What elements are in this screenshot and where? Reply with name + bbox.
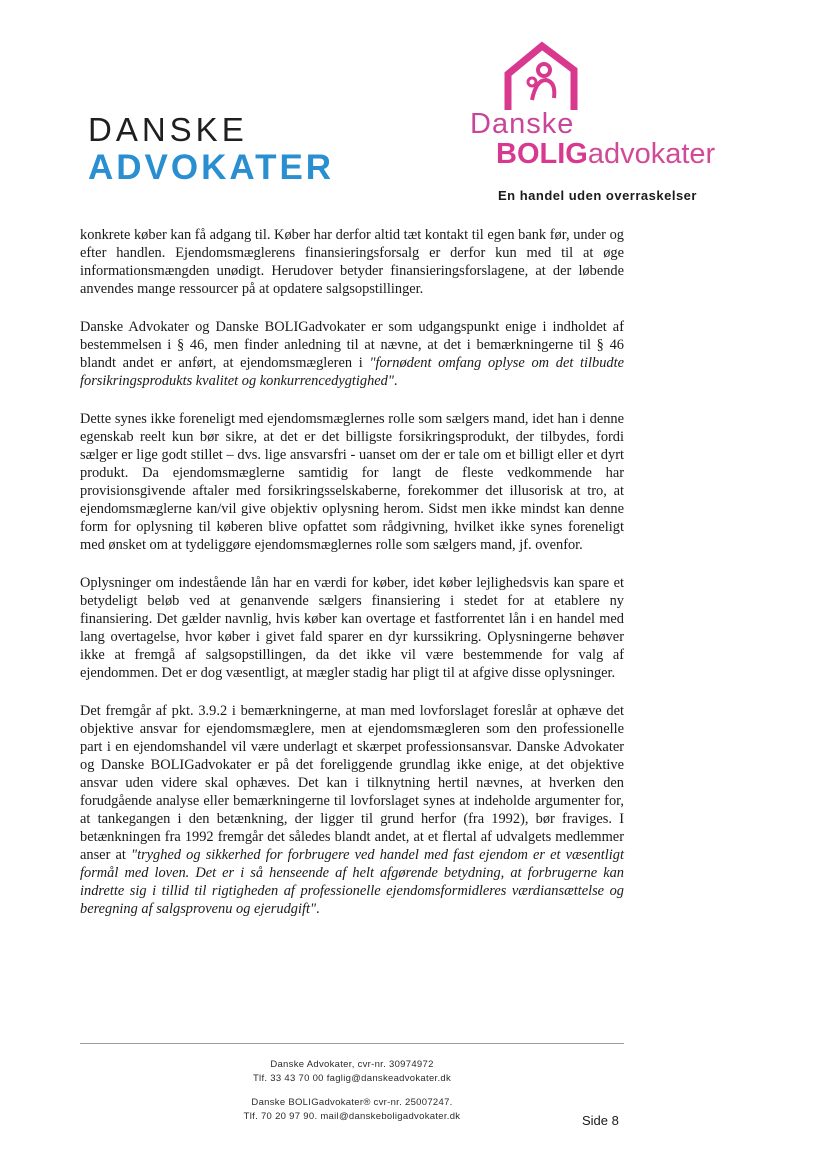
paragraph-4-text: Oplysninger om indestående lån har en værdi for køber, idet køber lejlighedsvis kan spare et betydeligt beløb ved at genanvende sælgers finansiering i stedet for at etablere ny finansiering. Det gælder navnlig, hvis køber kan overtage et fastforrentet lån i en handel med lang overtagelse, hvor køber i givet fald sparer en dyr kurssikring. Oplysningerne behøver ikke at fremgå af salgsopstillingen, da det ikke vil være bestemmende for valg af ejendommen. Det er dog væsentligt, at mægler stadig har pligt til at afgive disse oplysninger. — [80, 575, 624, 681]
paragraph-2-quote: "fornødent omfang oplyse om det tilbudte forsikringsprodukts kvalitet og konkurrencedygtighed" — [80, 355, 624, 389]
footer-line4: Tlf. 70 20 97 90. mail@danskeboligadvokater.dk — [243, 1111, 461, 1122]
footer-divider — [80, 1043, 624, 1044]
page-number: Side 8 — [582, 1113, 619, 1128]
logo-right-line2 — [496, 138, 715, 171]
letter-body — [80, 226, 624, 938]
paragraph-5-quote: "tryghed og sikkerhed for forbrugere ved handel med fast ejendom er et væsentligt formål med loven. Det er i så henseende af helt afgørende betydning, at forbrugerne kan indrette sig i tillid til rigtigheden af professionelle ejendomsformidleres værdiansættelse og beregning af salgsprovenu og ejerudgift" — [80, 847, 624, 917]
paragraph-5 — [80, 702, 624, 918]
logo-right-line1: Danske — [470, 108, 575, 140]
paragraph-3 — [80, 410, 624, 554]
paragraph-5-text: Det fremgår af pkt. 3.9.2 i bemærkningerne, at man med lovforslaget foreslår at ophæve det objektive ansvar for ejendomsmæglere, men at ejendomsmægleren som den professionelle part i en ejendomshandel vil være underlagt et skærpet professionsansvar. Danske Advokater og Danske BOLIGadvokater er på det foreliggende grundlag ikke enige, at det objektive ansvar uden videre skal ophæves. Det kan i tilknytning hertil nævnes, at hverken den forudgående analyse eller bemærkningerne til lovforslaget synes at indeholde argumenter for, at tankegangen i den betænkning, der ligger til grund herfor (fra 1992), bør fraviges. I betænkningen fra 1992 fremgår det således blandt andet, at et flertal af udvalgets medlemmer anser at — [80, 703, 624, 863]
logo-left-line1: DANSKE — [88, 111, 248, 148]
danske-boligadvokater-logo — [470, 40, 740, 170]
logo-right-bold: BOLIG — [496, 138, 588, 170]
logo-left-line2: ADVOKATER — [88, 148, 335, 187]
paragraph-2 — [80, 318, 624, 390]
paragraph-3-text: Dette synes ikke foreneligt med ejendomsmæglernes rolle som sælgers mand, idet han i denne egenskab reelt kun bør sikre, at det er det billigste forsikringsprodukt, der tilbydes, fordi sælger er lige godt stillet – dvs. lige ansvarsfri - uanset om der er tale om et billigt eller et dyrt produkt. Da ejendomsmæglerne samtidig for langt de fleste vedkommende har provisionsgivende aftaler med forsikringsselskaberne, forekommer det illusorisk at tro, at ejendomsmæglerne kan/vil give objektiv oplysning herom. Sidst men ikke mindst kan denne form for oplysning til køberen blive opfattet som rådgivning, hvilket ikke synes foreneligt med ønsket om at tydeliggøre ejendomsmæglernes rolle som sælgers mand, jf. ovenfor. — [80, 411, 624, 553]
paragraph-5-end: . — [316, 901, 320, 917]
paragraph-4 — [80, 574, 624, 682]
footer-line2: Tlf. 33 43 70 00 faglig@danskeadvokater.dk — [252, 1073, 452, 1084]
footer-line3: Danske BOLIGadvokater® cvr-nr. 25007247. — [251, 1097, 453, 1108]
tagline: En handel uden overraskelser — [498, 188, 697, 203]
footer-line1: Danske Advokater, cvr-nr. 30974972 — [270, 1059, 434, 1070]
footer — [80, 1058, 624, 1124]
paragraph-2-text: Danske Advokater og Danske BOLIGadvokater er som udgangspunkt enige i indholdet af bestemmelsen i § 46, men finder anledning til at nævne, at det i bemærkningerne til § 46 blandt andet er anført, at ejendomsmægleren i — [80, 319, 624, 371]
paragraph-1-text: konkrete køber kan få adgang til. Køber har derfor altid tæt kontakt til egen bank før, under og efter handlen. Ejendomsmæglerens finansieringsforsalg er derfor kun med til at øge informationsmængden unødigt. Herudover betyder finansieringsforslagene, at der løbende anvendes mange ressourcer på at opdatere salgsopstillinger. — [80, 227, 624, 297]
logo-right-rest: advokater — [587, 138, 716, 170]
paragraph-2-end: . — [393, 373, 398, 389]
danske-advokater-logo — [88, 112, 334, 188]
house-family-icon — [502, 40, 582, 112]
paragraph-1 — [80, 226, 624, 298]
